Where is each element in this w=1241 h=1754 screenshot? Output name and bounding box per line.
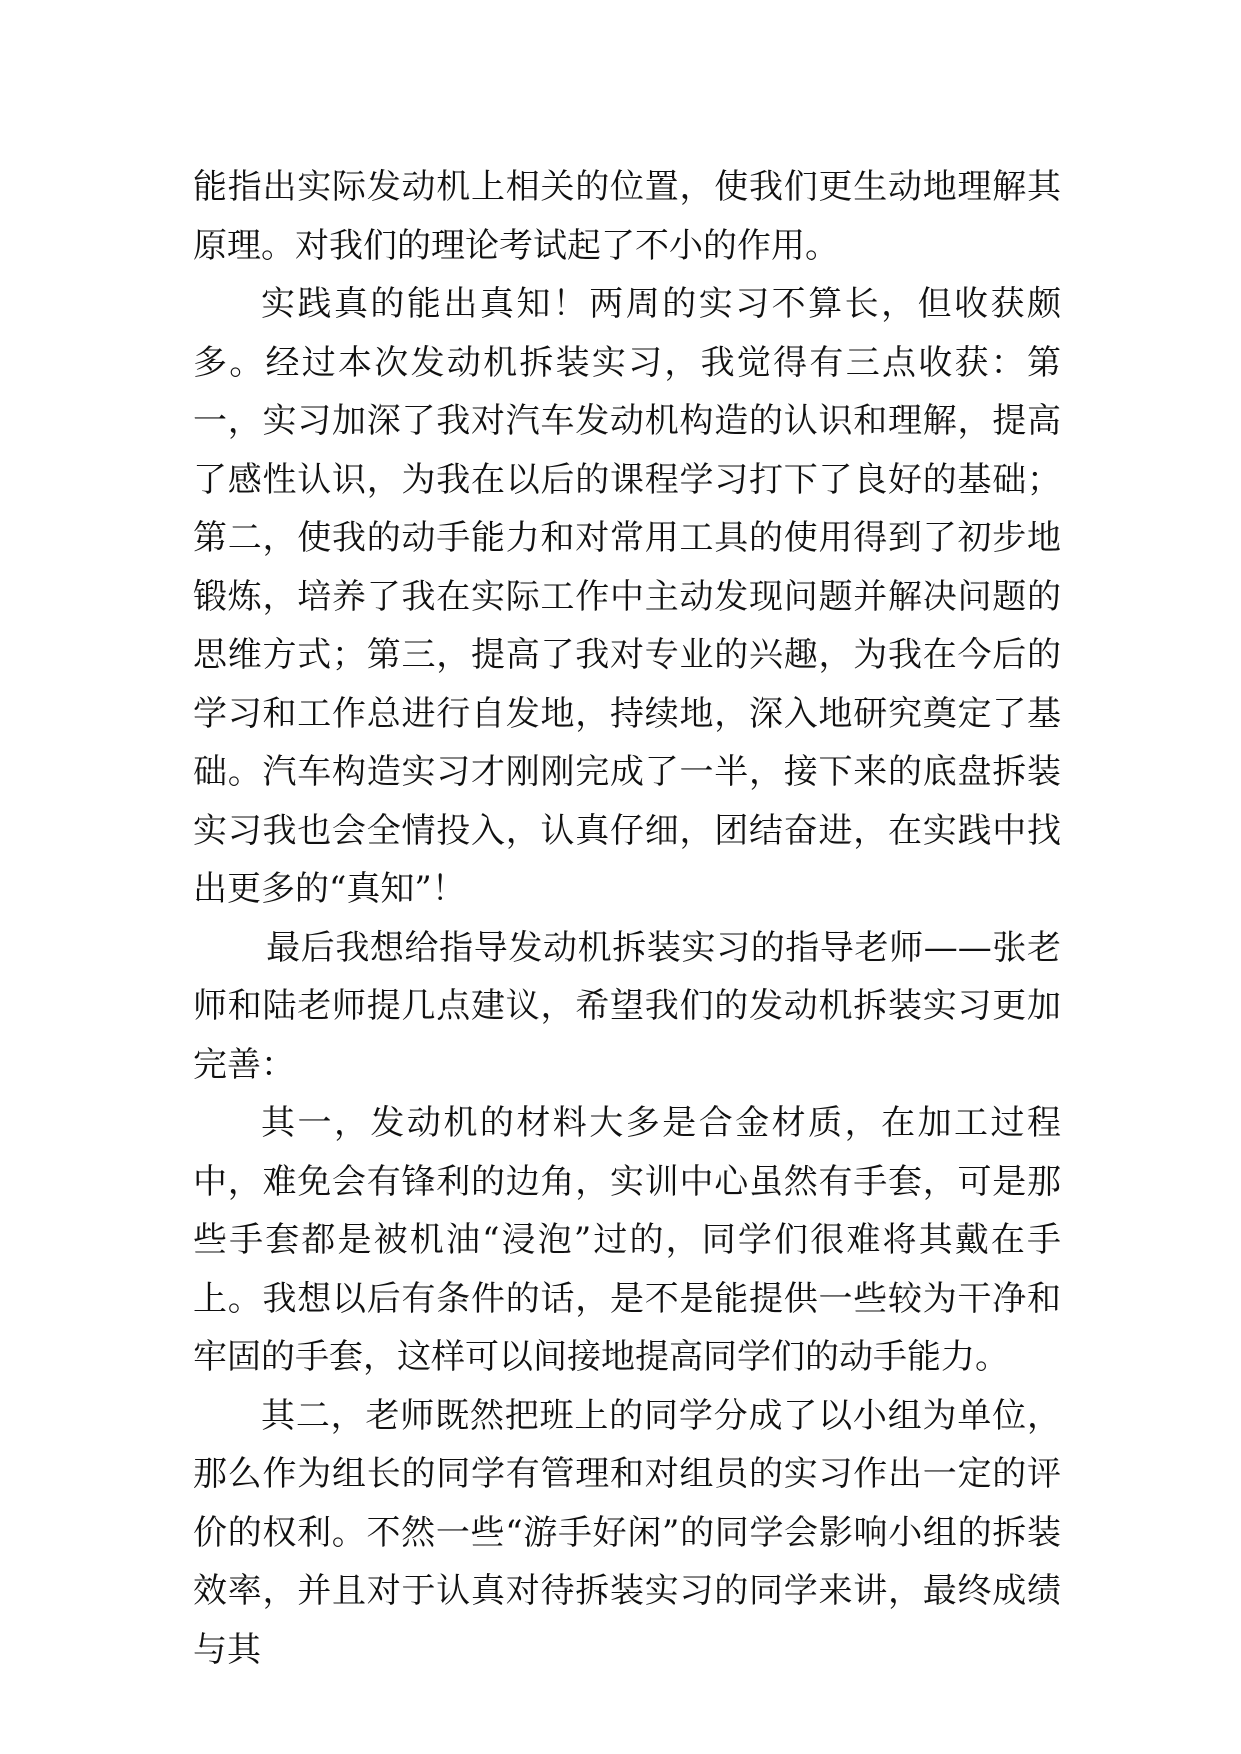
paragraph-suggestion-two: 其二，老师既然把班上的同学分成了以小组为单位，那么作为组长的同学有管理和对组员的实习作出一定的评价的权利。不然一些“游手好闲”的同学会影响小组的拆装效率，并且对于认真对待拆装实习的同学来讲，最终成绩与其 <box>193 1395 1061 1670</box>
paragraph-practice-gains: 实践真的能出真知！两周的实习不算长，但收获颇多。经过本次发动机拆装实习，我觉得有三点收获：第一，实习加深了我对汽车发动机构造的认识和理解，提高了感性认识，为我在以后的课程学习打下了良好的基础；第二，使我的动手能力和对常用工具的使用得到了初步地锻炼，培养了我在实际工作中主动发现问题并解决问题的思维方式；第三，提高了我对专业的兴趣，为我在今后的学习和工作总进行自发地，持续地，深入地研究奠定了基础。汽车构造实习才刚刚完成了一半，接下来的底盘拆装实习我也会全情投入，认真仔细，团结奋进，在实践中找出更多的“真知”！ <box>193 284 1061 909</box>
body-text <box>193 158 1061 1679</box>
paragraph-suggestion-one: 其一，发动机的材料大多是合金材质，在加工过程中，难免会有锋利的边角，实训中心虽然有手套，可是那些手套都是被机油“浸泡”过的，同学们很难将其戴在手上。我想以后有条件的话，是不是能提供一些较为干净和牢固的手套，这样可以间接地提高同学们的动手能力。 <box>193 1103 1061 1377</box>
paragraph-suggestions-intro: 最后我想给指导发动机拆装实习的指导老师——张老师和陆老师提几点建议，希望我们的发动机拆装实习更加完善： <box>193 927 1061 1085</box>
paragraph-continuation: 能指出实际发动机上相关的位置，使我们更生动地理解其原理。对我们的理论考试起了不小的作用。 <box>193 167 1061 266</box>
